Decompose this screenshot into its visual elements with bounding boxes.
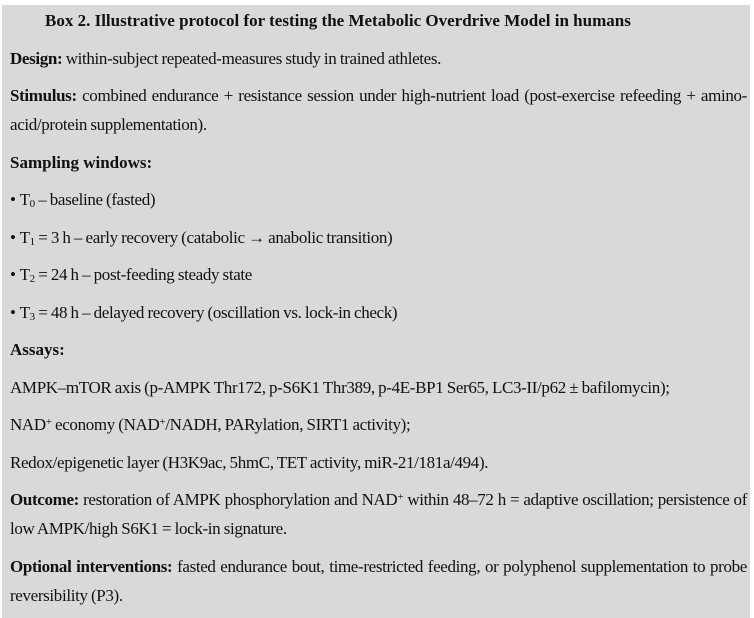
assays-label: Assays: — [10, 340, 65, 359]
optional-text: fasted endurance bout, time-restricted feeding, or polyphenol supplementation to probe reversibility (P3). — [10, 556, 747, 605]
assay-nad-economy — [10, 410, 747, 439]
superscript-plus: + — [159, 416, 166, 428]
stimulus-text: combined endurance + resistance session under high-nutrient load (post-exercise refeeding + amino-acid/protein supplementation). — [10, 86, 747, 134]
optional-paragraph — [10, 552, 747, 610]
outcome-label: Outcome: — [10, 490, 79, 509]
design-label: Design: — [10, 48, 63, 68]
time-symbol: T — [19, 190, 30, 209]
stimulus-paragraph — [10, 81, 747, 139]
box-title: Box 2. Illustrative protocol for testing the Metabolic Overdrive Model in humans — [45, 11, 631, 30]
bullet-icon: • — [10, 227, 16, 247]
nad-text: economy (NAD — [51, 415, 160, 434]
outcome-text: restoration of AMPK phosphorylation and NAD — [78, 490, 398, 509]
superscript-plus: + — [397, 491, 404, 503]
sampling-heading — [10, 148, 747, 177]
time-symbol: T — [19, 265, 30, 284]
sampling-item-t0 — [10, 185, 747, 214]
time-symbol: T — [19, 302, 30, 322]
sampling-item-text: = 3 h – early recovery (catabolic → anabolic transition) — [34, 227, 393, 247]
sampling-item-text: = 48 h – delayed recovery (oscillation vs. lock-in check) — [34, 302, 398, 322]
nad-text: /NADH, PARylation, SIRT1 activity); — [165, 415, 411, 434]
superscript-plus: + — [45, 416, 52, 428]
bullet-icon: • — [10, 302, 16, 322]
assays-heading — [10, 335, 747, 364]
assay-redox-epigenetic: Redox/epigenetic layer (H3K9ac, 5hmC, TET activity, miR-21/181a/494). — [10, 452, 489, 472]
bullet-icon: • — [10, 265, 16, 284]
time-subscript: 0 — [29, 198, 35, 210]
time-subscript: 1 — [29, 235, 35, 248]
sampling-item-text: = 24 h – post-feeding steady state — [34, 265, 252, 284]
time-symbol: T — [19, 227, 30, 247]
nad-text: NAD — [10, 415, 46, 434]
sampling-item-t3 — [10, 298, 747, 327]
time-subscript: 2 — [29, 273, 35, 285]
optional-label: Optional interventions: — [10, 556, 173, 576]
sampling-item-t2 — [10, 260, 747, 289]
sampling-item-t1 — [10, 223, 747, 252]
time-subscript: 3 — [29, 310, 35, 323]
assay-ampk-mtor: AMPK–mTOR axis (p-AMPK Thr172, p-S6K1 Thr389, p-4E-BP1 Ser65, LC3-II/p62 ± bafilomycin); — [10, 377, 670, 397]
stimulus-label: Stimulus: — [10, 86, 77, 105]
design-paragraph — [10, 44, 747, 73]
sampling-item-text: – baseline (fasted) — [34, 190, 156, 209]
protocol-box — [2, 5, 750, 618]
design-text: within-subject repeated-measures study in trained athletes. — [62, 48, 441, 68]
bullet-icon: • — [10, 190, 16, 209]
outcome-text: within 48–72 h = adaptive oscillation; persistence of low AMPK/high S6K1 = lock-in signature. — [10, 490, 748, 538]
outcome-paragraph — [10, 485, 747, 543]
sampling-label: Sampling windows: — [10, 152, 153, 172]
